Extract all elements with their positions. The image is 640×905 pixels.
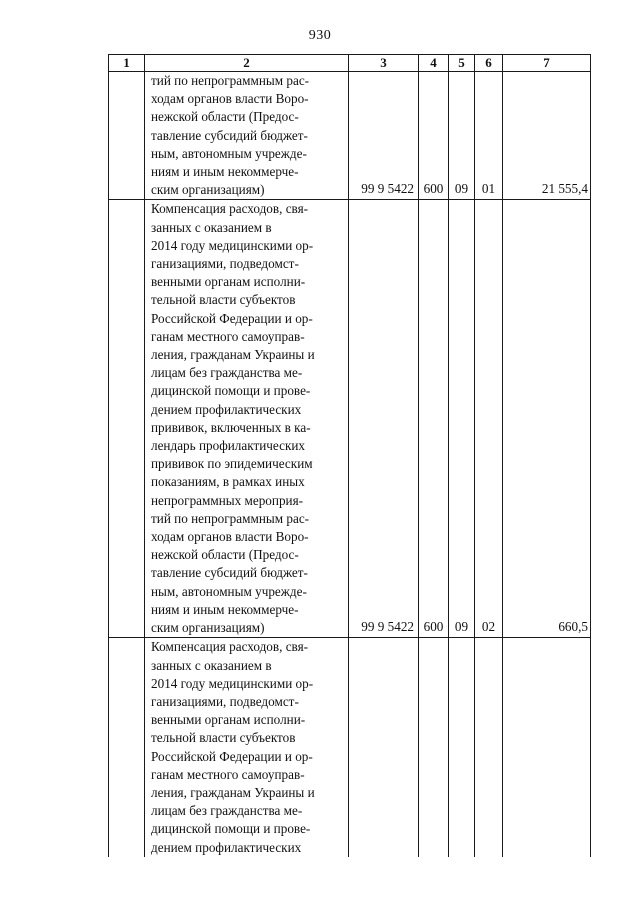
budget-table (108, 54, 591, 857)
column-header-3: 3 (349, 55, 419, 72)
column-header-5: 5 (449, 55, 475, 72)
table-row (109, 200, 591, 638)
classification-code-cell: 99 9 5422 (349, 72, 419, 200)
expense-type-cell: 600 (419, 200, 449, 638)
row-number-cell (109, 638, 145, 857)
amount-cell: 21 555,4 (503, 72, 591, 200)
subsection-cell: 02 (475, 200, 503, 638)
table-row (109, 638, 591, 857)
header-row (109, 55, 591, 72)
column-header-1: 1 (109, 55, 145, 72)
description-cell: Компенсация расходов, свя- занных с оказанием в 2014 году медицинскими ор- ганизациями, подведомст- венными органам исполни- тельной власти субъектов Российской Федерации и ор- ганам местного самоуправ- ления, гражданам Украины и лицам без гражданства ме- дицинской помощи и прове- дением профилактических (145, 638, 349, 857)
subsection-cell (475, 638, 503, 857)
section-cell (449, 638, 475, 857)
column-header-6: 6 (475, 55, 503, 72)
classification-code-cell: 99 9 5422 (349, 200, 419, 638)
expense-type-cell: 600 (419, 72, 449, 200)
page-number: 930 (308, 28, 332, 43)
amount-cell (503, 638, 591, 857)
column-header-4: 4 (419, 55, 449, 72)
row-number-cell (109, 72, 145, 200)
amount-cell: 660,5 (503, 200, 591, 638)
section-cell: 09 (449, 72, 475, 200)
subsection-cell: 01 (475, 72, 503, 200)
description-cell: Компенсация расходов, свя- занных с оказанием в 2014 году медицинскими ор- ганизациями, подведомст- венными органам исполни- тельной власти субъектов Российской Федерации и ор- ганам местного самоуправ- ления, гражданам Украины и лицам без гражданства ме- дицинской помощи и прове- дением профилактических прививок, включенных в ка- лендарь профилактических прививок по эпидемическим показаниям, в рамках иных непрограммных мероприя- тий по непрограммным рас- ходам органов власти Воро- нежской области (Предос- тавление субсидий бюджет- ным, автономным учрежде- ниям и иным некоммерче- ским организациям) (145, 200, 349, 638)
column-header-2: 2 (145, 55, 349, 72)
classification-code-cell (349, 638, 419, 857)
table-row (109, 72, 591, 200)
section-cell: 09 (449, 200, 475, 638)
row-number-cell (109, 200, 145, 638)
description-cell: тий по непрограммным рас- ходам органов власти Воро- нежской области (Предос- тавление субсидий бюджет- ным, автономным учрежде- ниям и иным некоммерче- ским организациям) (145, 72, 349, 200)
column-header-7: 7 (503, 55, 591, 72)
expense-type-cell (419, 638, 449, 857)
